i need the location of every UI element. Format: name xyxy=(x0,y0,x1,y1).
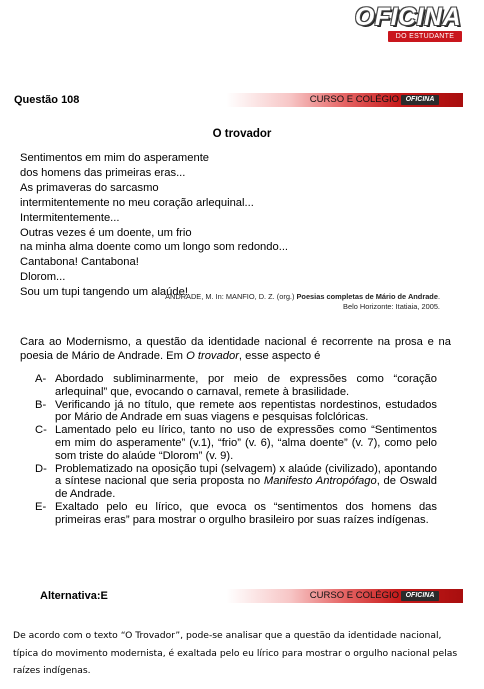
stem-text-end: , esse aspecto é xyxy=(238,350,321,363)
alternative-text: Verificando já no título, que remete aos repentistas nordestinos, estudados por Mário de Andrade em suas viagens e pesquisas folclóricas. xyxy=(55,398,437,424)
alternatives-list xyxy=(35,373,437,527)
poem-line: Intermitentemente... xyxy=(20,211,120,224)
alternative-a xyxy=(35,373,437,399)
poem-line: Outras vezes é um doente, um frio xyxy=(20,226,192,239)
poem-line: intermitentemente no meu coração arlequinal... xyxy=(20,196,254,209)
poem-title: O trovador xyxy=(212,128,272,140)
manifesto-title: Manifesto Antropófago xyxy=(263,475,377,488)
source-line-2: Belo Horizonte: Itatiaia, 2005. xyxy=(343,301,440,311)
poem-line: As primaveras do sarcasmo xyxy=(20,181,159,194)
explanation-line: típica do movimento modernista, é exaltada pelo eu lírico para mostrar o orgulho nacional pelas xyxy=(13,647,458,659)
question-stem xyxy=(20,335,451,364)
source-suffix: . xyxy=(437,292,440,301)
source-prefix: ANDRADE, M. In: MANFIO, D. Z. (org.) xyxy=(165,292,297,301)
alternative-b xyxy=(35,399,437,425)
stem-text: Cara ao Modernismo, a questão da identidade nacional é recorrente na prosa e na poesia de Mário de Andrade. Em xyxy=(20,336,451,363)
alternative-text: Abordado subliminarmente, por meio de expressões como “coração arlequinal” que, evocando o carnaval, remete à brasilidade. xyxy=(55,373,437,398)
alternative-text-part: , de Oswald de Andrade. xyxy=(55,475,438,501)
question-number: Questão 108 xyxy=(14,94,80,106)
answer-explanation xyxy=(13,627,473,680)
alternative-letter: E- xyxy=(35,500,47,513)
brand-name: OFICINA xyxy=(354,3,462,31)
answer-label: Alternativa:E xyxy=(40,590,108,602)
source-line-1 xyxy=(165,292,440,302)
poem-line: Sentimentos em mim do asperamente xyxy=(20,152,210,164)
question-header-band xyxy=(8,93,463,107)
poem-text xyxy=(20,151,460,300)
poem-line: dos homens das primeiras eras... xyxy=(20,166,186,179)
alternative-text: Lamentado pelo eu lírico, tanto no uso de expressões como “Sentimentos em mim do asperamente” (v.1), “frio” (v. 6), “alma doente” (v. 7), como pelo som triste do alaúde “Dlorom” (v. 9). xyxy=(55,424,437,462)
alternative-letter: C- xyxy=(35,424,47,437)
alternative-letter: B- xyxy=(35,398,47,411)
poem-line: Cantabona! Cantabona! xyxy=(20,256,139,269)
mini-brand-logo: OFICINA xyxy=(401,95,439,105)
course-label: CURSO E COLÉGIO xyxy=(309,94,399,105)
alternative-text xyxy=(55,463,437,501)
poem-line: Dlorom... xyxy=(20,271,66,284)
poem-line: Sou um tupi tangendo um alaúde! xyxy=(20,286,188,299)
poem-source xyxy=(165,292,440,311)
explanation-line: De acordo com o texto “O Trovador”, pode-se analisar que a questão da identidade nacional, xyxy=(13,630,442,641)
mini-brand-logo: OFICINA xyxy=(401,591,439,601)
source-book-title: Poesias completas de Mário de Andrade xyxy=(296,292,438,301)
answer-header-band xyxy=(8,589,463,603)
alternative-letter: D- xyxy=(35,462,47,475)
alternative-d xyxy=(35,463,437,501)
alternative-c xyxy=(35,424,437,462)
stem-poem-title: O trovador xyxy=(186,350,239,363)
course-label: CURSO E COLÉGIO xyxy=(309,590,399,601)
alternative-text: Exaltado pelo eu lírico, que evoca os “sentimentos dos homens das primeiras eras” para mostrar o orgulho brasileiro por suas raízes indígenas. xyxy=(55,500,437,526)
alternative-e xyxy=(35,501,437,527)
poem-line: na minha alma doente como um longo som redondo... xyxy=(20,241,289,254)
alternative-letter: A- xyxy=(35,373,47,385)
alternative-text-part: Problematizado na oposição tupi (selvagem) x alaúde (civilizado), apontando a síntese nacional que seria proposta no xyxy=(55,462,437,488)
explanation-line: raízes indígenas. xyxy=(13,665,91,676)
brand-tagline: DO ESTUDANTE xyxy=(388,31,462,42)
brand-logo xyxy=(352,4,464,44)
